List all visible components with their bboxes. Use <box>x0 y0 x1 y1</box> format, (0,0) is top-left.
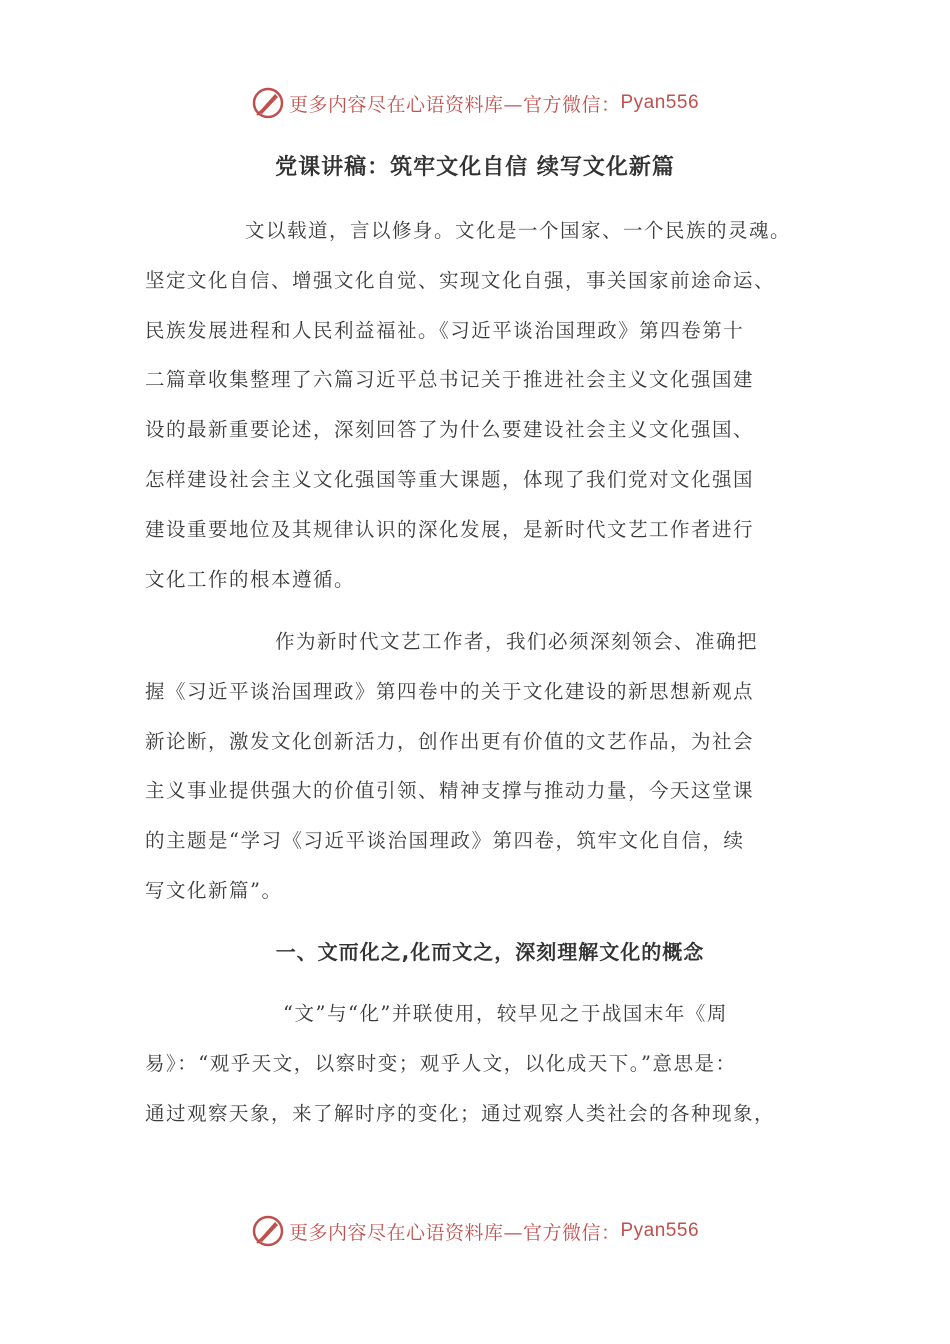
text-line: 二篇章收集整理了六篇习近平总书记关于推进社会主义文化强国建 <box>145 368 755 392</box>
paragraph-3 <box>145 989 815 1138</box>
paragraph-1 <box>145 206 815 604</box>
header-banner <box>0 83 950 123</box>
section-heading-1: 一、文而化之,化而文之，深刻理解文化的概念 <box>275 940 705 964</box>
footer-banner <box>0 1211 950 1251</box>
banner-wechat-id: Pyan556 <box>620 92 700 113</box>
text-line: 的主题是“学习《习近平谈治国理政》第四卷，筑牢文化自信，续 <box>145 829 745 853</box>
text-line: 作为新时代文艺工作者，我们必须深刻领会、准确把 <box>275 630 759 653</box>
text-line: 怎样建设社会主义文化强国等重大课题，体现了我们党对文化强国 <box>145 467 755 491</box>
text-line: 设的最新重要论述，深刻回答了为什么要建设社会主义文化强国、 <box>145 418 755 442</box>
text-line: 新论断，激发文化创新活力，创作出更有价值的文艺作品，为社会 <box>145 729 755 753</box>
text-line: 文以载道，言以修身。文化是一个国家、一个民族的灵魂。 <box>245 219 792 242</box>
banner-wechat-label: 官方微信： <box>522 1221 621 1244</box>
text-line: 民族发展进程和人民利益福祉。《习近平谈治国理政》第四卷第十 <box>145 318 745 342</box>
banner-text: 更多内容尽在心语资料库— <box>288 93 523 116</box>
document-title: 党课讲稿：筑牢文化自信 续写文化新篇 <box>275 155 675 180</box>
quill-logo-icon <box>251 86 285 120</box>
text-line: 文化工作的根本遵循。 <box>145 567 356 591</box>
text-line: 建设重要地位及其规律认识的深化发展，是新时代文艺工作者进行 <box>145 517 755 541</box>
text-line: 写文化新篇”。 <box>145 878 283 902</box>
banner-wechat-label: 官方微信： <box>522 93 621 116</box>
quill-logo-icon <box>251 1214 285 1248</box>
text-line: 主义事业提供强大的价值引领、精神支撑与推动力量，今天这堂课 <box>145 779 755 803</box>
banner-wechat-id: Pyan556 <box>620 1220 700 1241</box>
text-line: 易》：“观乎天文，以察时变；观乎人文，以化成天下。”意思是： <box>145 1051 737 1075</box>
text-line: 通过观察天象，来了解时序的变化；通过观察人类社会的各种现象， <box>145 1101 776 1125</box>
paragraph-2 <box>145 617 815 916</box>
banner-text: 更多内容尽在心语资料库— <box>288 1221 523 1244</box>
text-line: 握《习近平谈治国理政》第四卷中的关于文化建设的新思想新观点 <box>145 679 755 703</box>
text-line: 坚定文化自信、增强文化自觉、实现文化自强，事关国家前途命运、 <box>145 268 776 292</box>
text-line: “文”与“化”并联使用，较早见之于战国末年《周 <box>283 1002 728 1025</box>
